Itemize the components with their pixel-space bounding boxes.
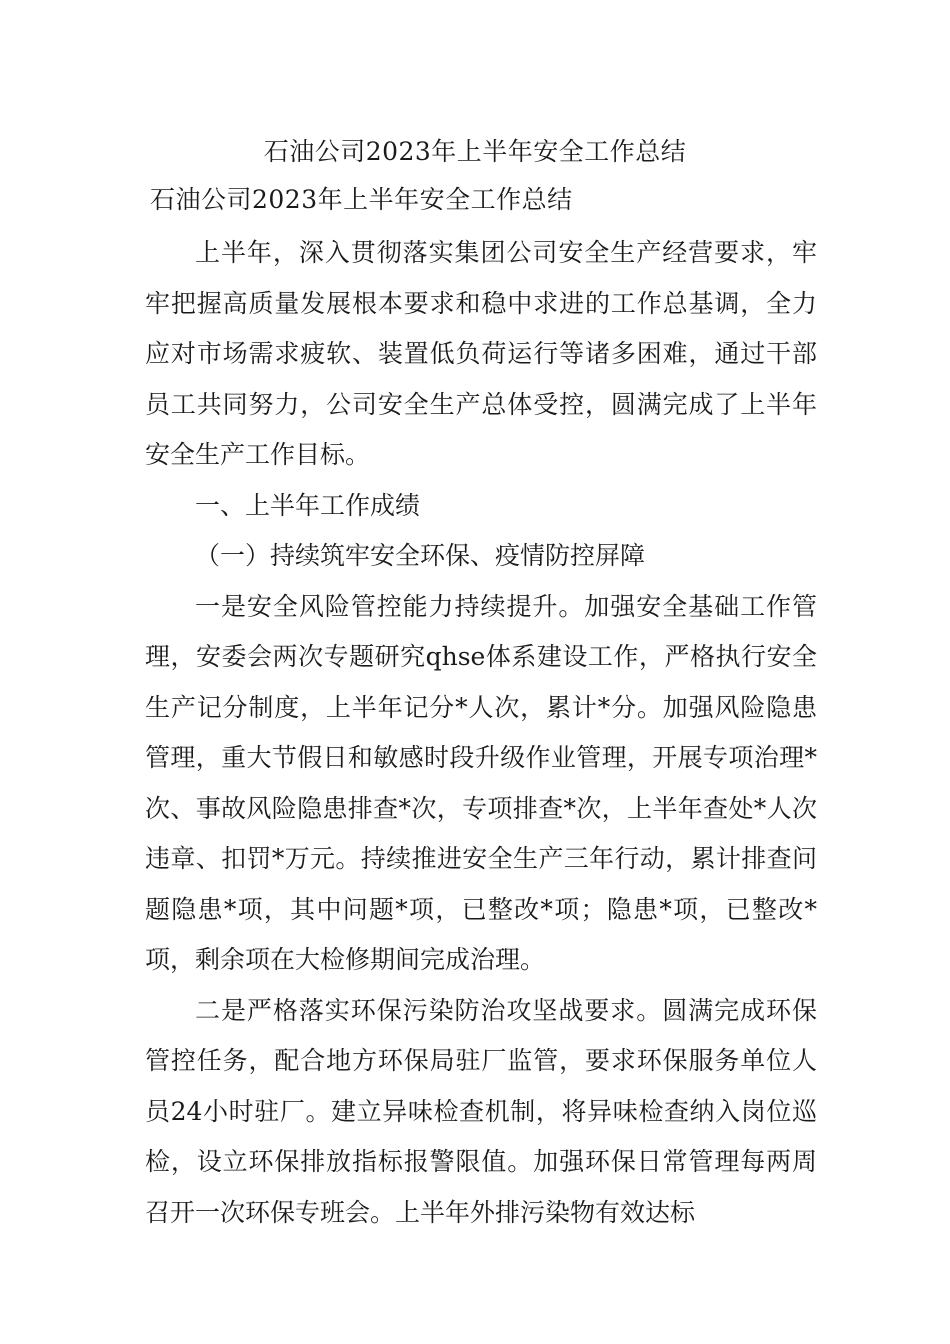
- intro-paragraph: 上半年，深入贯彻落实集团公司安全生产经营要求，牢牢把握高质量发展根本要求和稳中求进的工作总基调，全力应对市场需求疲软、装置低负荷运行等诸多困难，通过干部员工共同努力，公司安全生产总体受控，圆满完成了上半年安全生产工作目标。: [145, 238, 817, 469]
- document-subtitle: 石油公司2023年上半年安全工作总结: [150, 185, 573, 214]
- document-title: 石油公司2023年上半年安全工作总结: [263, 137, 687, 166]
- section-heading: 一、上半年工作成绩: [195, 490, 421, 520]
- body-paragraph-environment: 二是严格落实环保污染防治攻坚战要求。圆满完成环保管控任务，配合地方环保局驻厂监管，要求环保服务单位人员24小时驻厂。建立异味检查机制，将异味检查纳入岗位巡检，设立环保排放指标报警限值。加强环保日常管理每两周召开一次环保专班会。上半年外排污染物有效达标: [145, 995, 817, 1227]
- subsection-heading: （一）持续筑牢安全环保、疫情防控屏障: [195, 541, 646, 570]
- document-body: [145, 228, 817, 1238]
- body-paragraph-safety-risk: 一是安全风险管控能力持续提升。加强安全基础工作管理，安委会两次专题研究qhse体系建设工作，严格执行安全生产记分制度，上半年记分*人次，累计*分。加强风险隐患管理，重大节假日和敏感时段升级作业管理，开展专项治理*次、事故风险隐患排查*次，专项排查*次，上半年查处*人次违章、扣罚*万元。持续推进安全生产三年行动，累计排查问题隐患*项，其中问题*项，已整改*项；隐患*项，已整改*项，剩余项在大检修期间完成治理。: [145, 591, 817, 974]
